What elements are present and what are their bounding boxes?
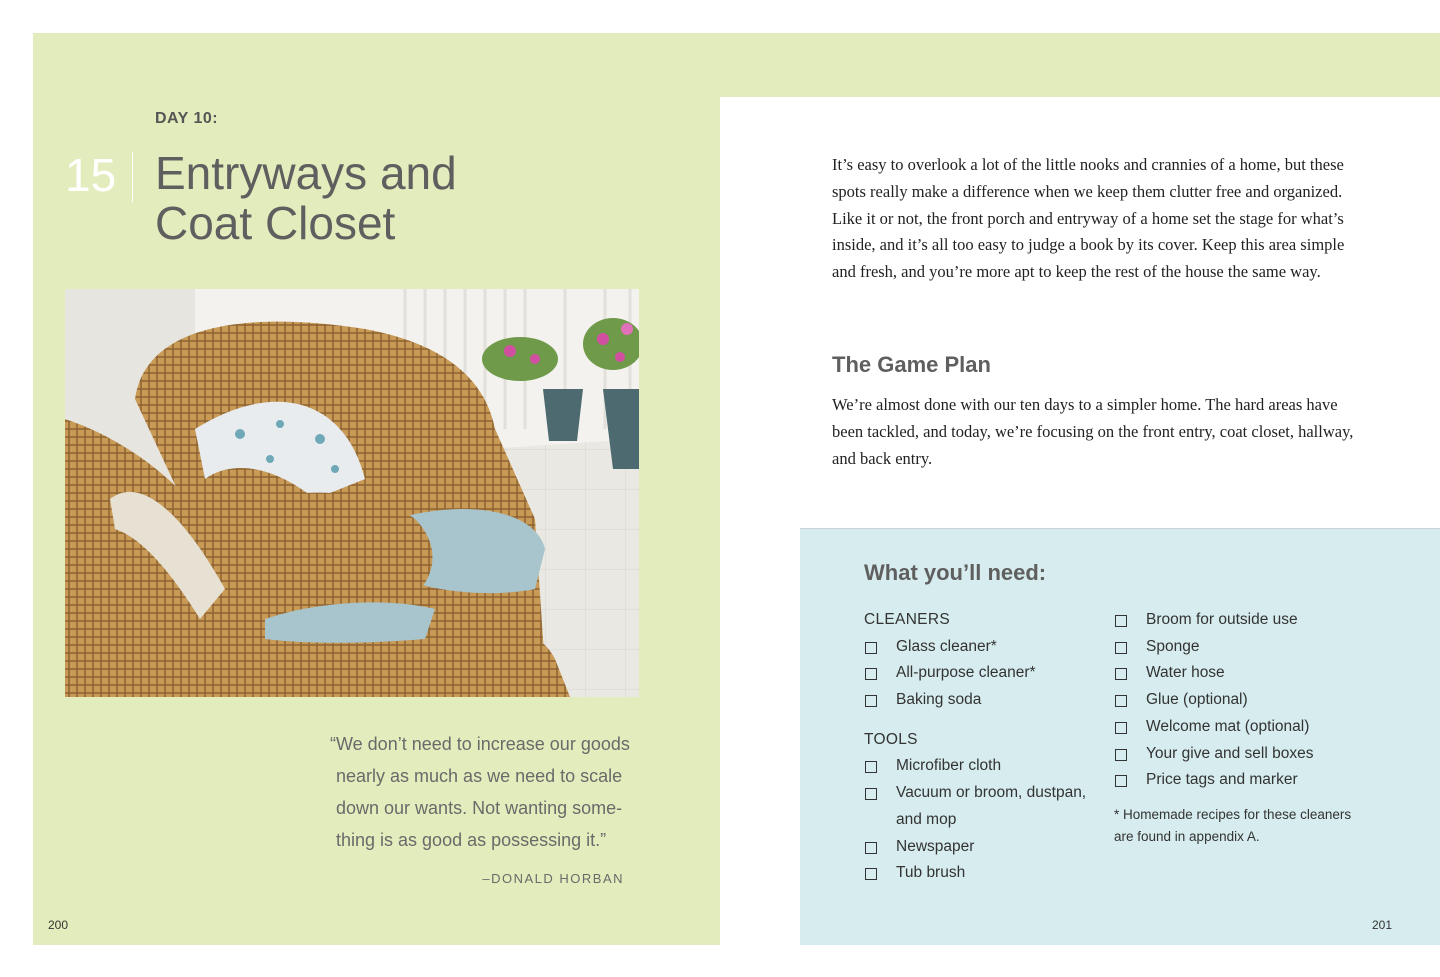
item-label: Newspaper [896,837,975,855]
page-number-left: 200 [48,918,69,932]
checkbox-icon[interactable] [865,695,877,707]
checkbox-icon[interactable] [865,642,877,654]
checklist-item [864,687,1104,714]
game-plan-paragraph: We’re almost done with our ten days to a simpler home. The hard areas have been tackled, and today, we’re focusing on the front entry, coat closet, hallway, and back entry. [832,395,1354,468]
checkbox-icon[interactable] [865,668,877,680]
needs-column-left [864,607,1104,887]
checkbox-icon[interactable] [865,868,877,880]
quote-line: “We don’t need to increase our goods [330,734,630,754]
checklist-item [1114,660,1374,687]
quote-line: thing is as good as possessing it.” [336,830,607,850]
item-label: Tub brush [896,864,966,882]
item-label: Baking soda [896,691,982,709]
quote-line: down our wants. Not wanting some- [336,798,623,818]
checklist-item [864,780,1096,833]
item-label: All-purpose cleaner* [896,664,1036,682]
title-line-1: Entryways and [155,147,457,199]
checklist-item [1114,607,1374,634]
item-label: Vacuum or broom, dustpan, and mop [896,784,1087,828]
checklist-item [864,753,1104,780]
page-number-right: 201 [1371,918,1392,932]
item-label: Water hose [1146,664,1225,682]
intro-paragraph: It’s easy to overlook a lot of the little nooks and crannies of a home, but these spots really make a difference when we keep them clutter free and organized. Like it or not, the front porch and entryway of a home set the stage for what’s inside, and it’s all too easy to judge a book by its cover. Keep this area simple and fresh, and you’re more apt to keep the rest of the house the same way. [832,155,1345,282]
chapter-title [155,148,615,248]
checklist-item [864,834,1104,861]
tools-heading: TOOLS [864,730,918,748]
checklist-item [864,860,1104,887]
item-label: Sponge [1146,637,1200,655]
pull-quote [330,728,640,856]
day-label: DAY 10: [155,110,219,127]
checklist-item [864,634,1104,661]
item-label: Glue (optional) [1146,691,1248,709]
item-label: Glass cleaner* [896,637,997,655]
checklist-item [1114,714,1374,741]
checklist-item [1114,634,1374,661]
chapter-divider [132,152,133,202]
item-label: Your give and sell boxes [1146,744,1314,762]
checkbox-icon[interactable] [865,761,877,773]
checkbox-icon[interactable] [865,842,877,854]
cleaners-heading: CLEANERS [864,611,950,628]
checkbox-icon[interactable] [1115,668,1127,680]
item-label: Price tags and marker [1146,771,1298,789]
wicker-chairs-illustration [65,289,639,697]
checkbox-icon[interactable] [1115,615,1127,627]
quote-line: nearly as much as we need to scale [336,766,623,786]
checkbox-icon[interactable] [1115,695,1127,707]
checklist-item [864,660,1104,687]
item-label: Broom for outside use [1146,611,1298,628]
checkbox-icon[interactable] [1115,722,1127,734]
checklist-item [1114,687,1374,714]
title-line-2: Coat Closet [155,197,396,249]
footnote: * Homemade recipes for these cleaners are found in appendix A. [1114,806,1352,844]
item-label: Microfiber cloth [896,757,1002,775]
game-plan-heading: The Game Plan [832,352,991,377]
wicker-chairs-photo [65,289,639,697]
item-label: Welcome mat (optional) [1146,717,1310,735]
checklist-item [1114,741,1374,768]
checkbox-icon[interactable] [865,788,877,800]
checklist-item [1114,767,1374,794]
quote-author: –DONALD HORBAN [482,871,624,886]
checkbox-icon[interactable] [1115,749,1127,761]
needs-heading: What you’ll need: [864,560,1047,585]
checkbox-icon[interactable] [1115,642,1127,654]
chapter-number: 15 [65,149,117,201]
page-gutter [720,529,800,945]
needs-column-right [1114,607,1374,848]
checkbox-icon[interactable] [1115,775,1127,787]
